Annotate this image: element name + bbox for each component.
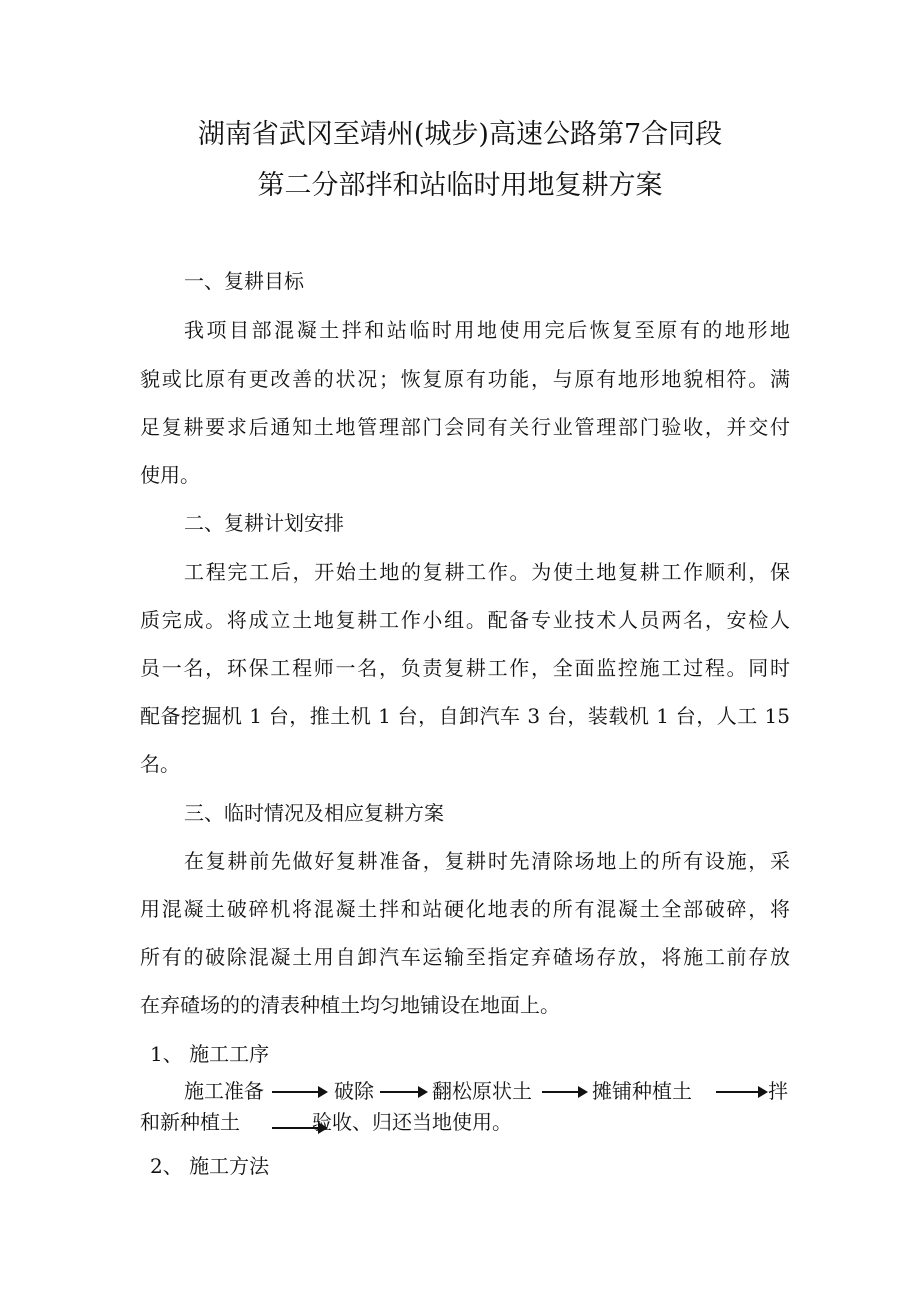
subsection-2-heading: 2、 施工方法 (150, 1154, 270, 1178)
process-step-5b: 和新种植土 (140, 1110, 240, 1134)
process-step-2: 破除 (334, 1079, 374, 1103)
process-step-6: 验收、归还当地使用。 (312, 1110, 512, 1134)
arrow-right-icon (272, 1091, 326, 1093)
section-1-line-3: 足复耕要求后通知土地管理部门会同有关行业管理部门验收，并交付 (140, 415, 790, 439)
section-3-line-2: 用混凝土破碎机将混凝土拌和站硬化地表的所有混凝土全部破碎，将 (140, 897, 790, 921)
section-1-line-2: 貌或比原有更改善的状况；恢复原有功能，与原有地形地貌相符。满 (140, 367, 790, 391)
section-3-line-4: 在弃碴场的的清表种植土均匀地铺设在地面上。 (140, 993, 560, 1017)
arrow-right-icon (716, 1091, 766, 1093)
process-step-4: 摊铺种植土 (592, 1079, 692, 1103)
section-2-heading: 二、复耕计划安排 (184, 511, 344, 535)
section-3-line-3: 所有的破除混凝土用自卸汽车运输至指定弃碴场存放，将施工前存放 (140, 945, 790, 969)
document-title-line-2: 第二分部拌和站临时用地复耕方案 (257, 170, 663, 201)
process-step-5a: 拌 (768, 1079, 788, 1103)
section-1-line-1: 我项目部混凝土拌和站临时用地使用完后恢复至原有的地形地 (184, 318, 790, 342)
section-1-heading: 一、复耕目标 (184, 269, 304, 293)
section-3-heading: 三、临时情况及相应复耕方案 (184, 801, 444, 825)
subsection-1-heading: 1、 施工工序 (150, 1042, 270, 1066)
section-2-line-1: 工程完工后，开始土地的复耕工作。为使土地复耕工作顺利，保 (184, 560, 790, 584)
section-3-line-1: 在复耕前先做好复耕准备，复耕时先清除场地上的所有设施，采 (184, 849, 790, 873)
document-title-line-1: 湖南省武冈至靖州(城步)高速公路第7合同段 (197, 119, 723, 150)
section-2-line-3: 员一名，环保工程师一名，负责复耕工作，全面监控施工过程。同时 (140, 656, 790, 680)
arrow-right-icon (380, 1091, 426, 1093)
section-2-line-2: 质完成。将成立土地复耕工作小组。配备专业技术人员两名，安检人 (140, 608, 790, 632)
section-1-line-4: 使用。 (140, 463, 200, 487)
section-2-line-4: 配备挖掘机 1 台，推土机 1 台，自卸汽车 3 台，装载机 1 台，人工 15 (140, 704, 790, 728)
process-step-1: 施工准备 (184, 1079, 264, 1103)
process-step-3: 翻松原状土 (432, 1079, 532, 1103)
section-2-line-5: 名。 (140, 752, 180, 776)
arrow-right-icon (542, 1091, 586, 1093)
